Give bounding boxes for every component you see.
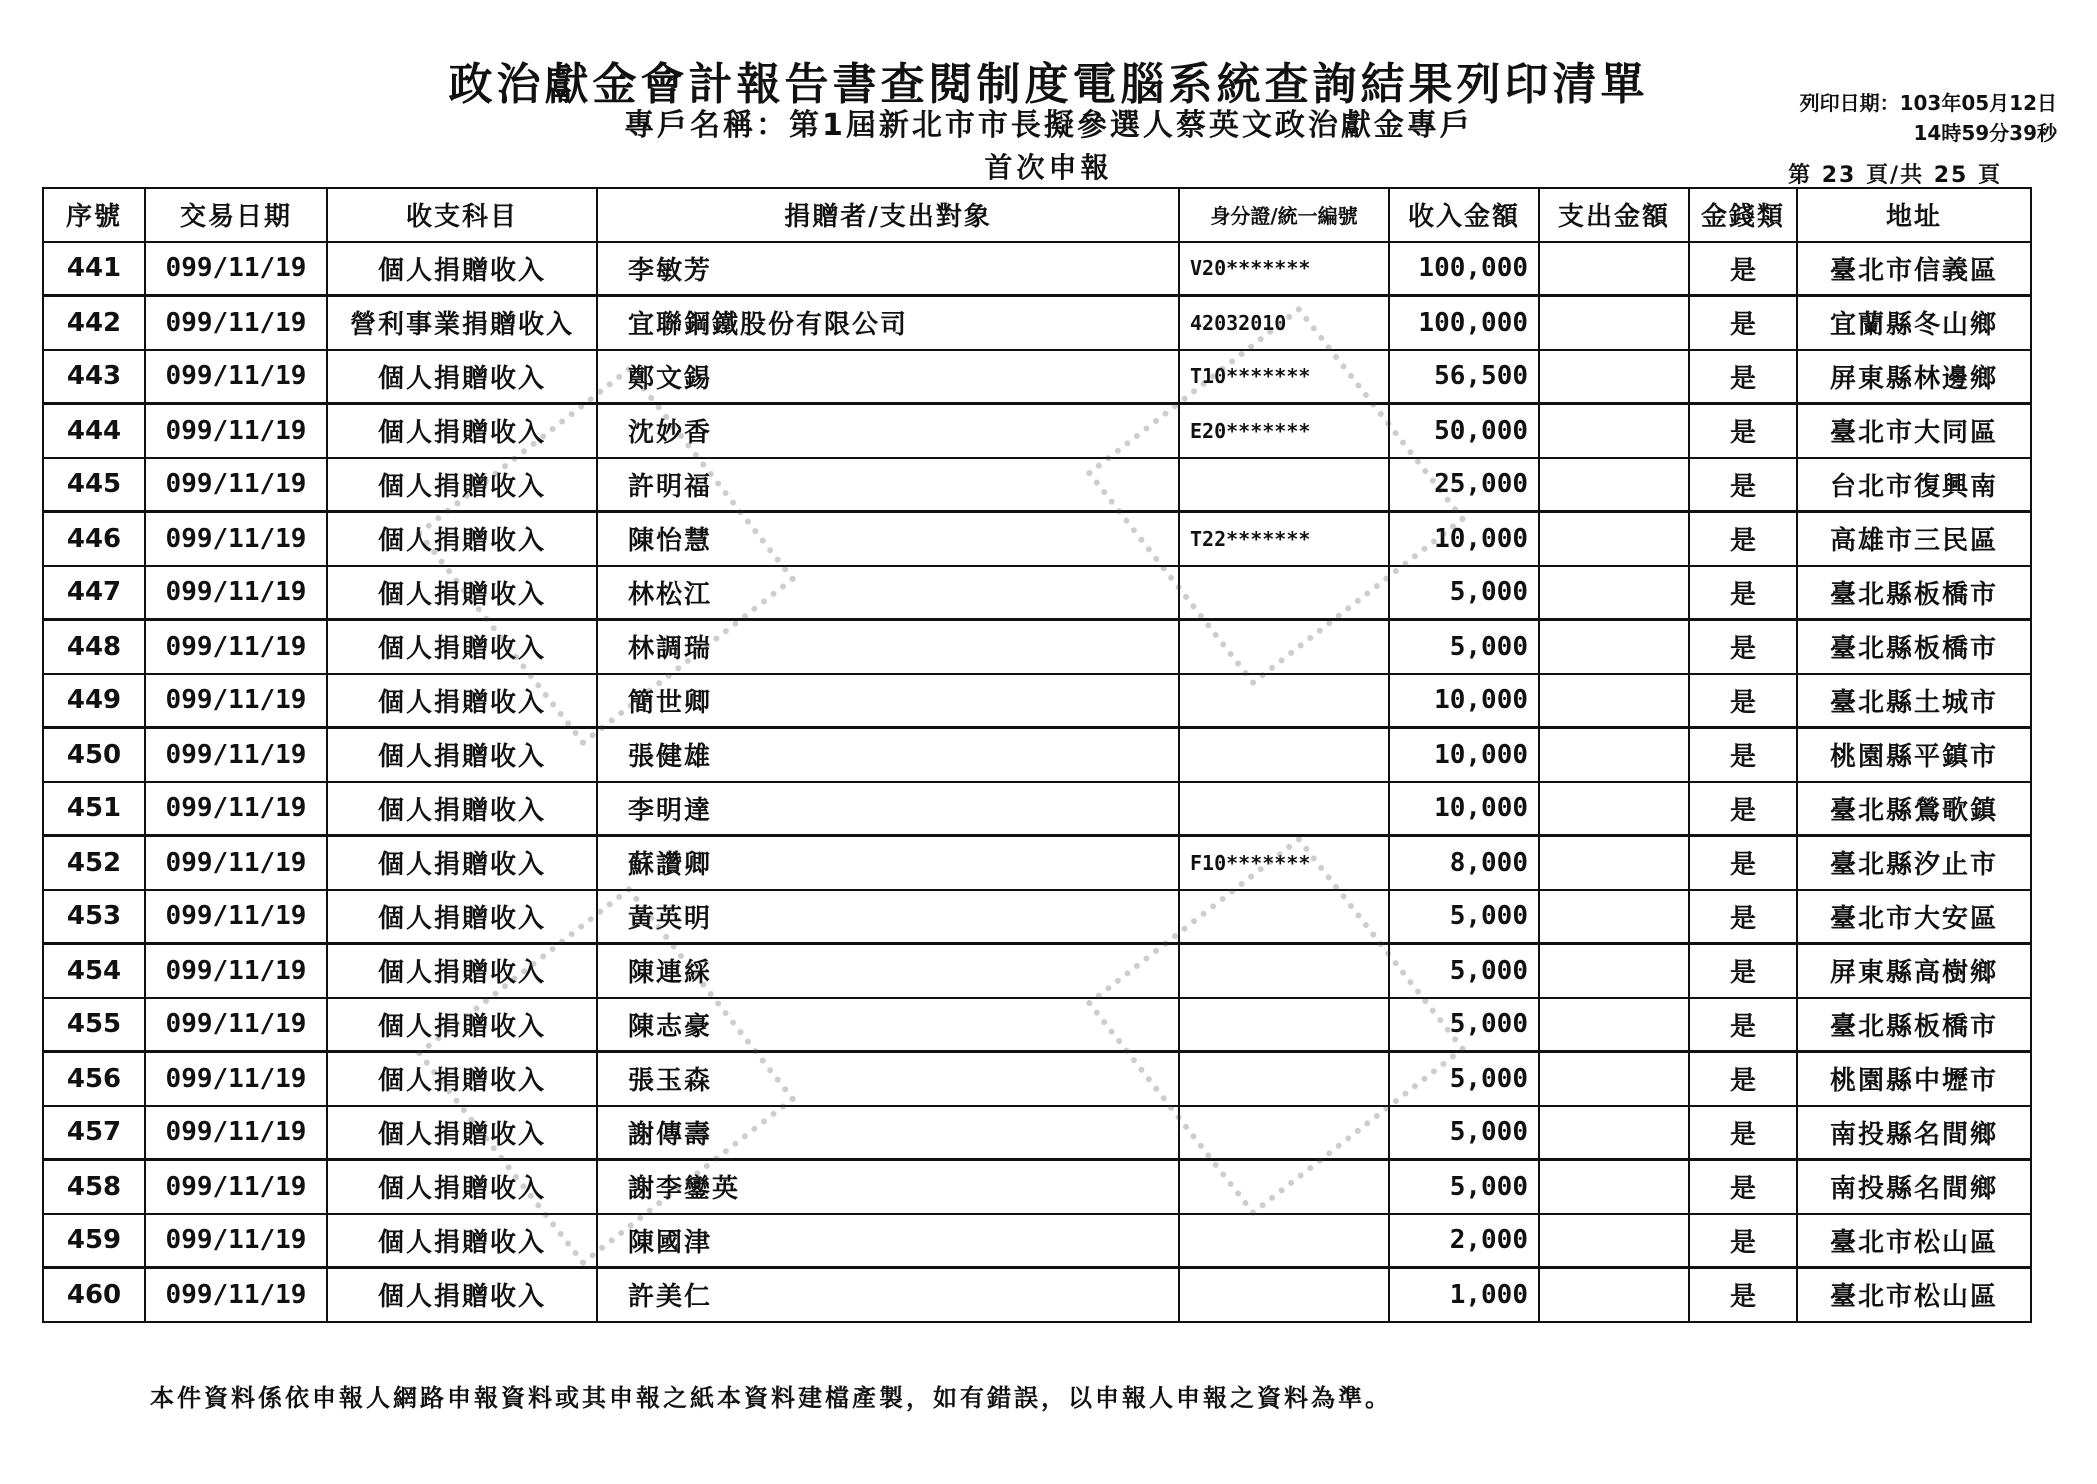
cell-income: 5,000 <box>1389 944 1539 998</box>
column-header-expense: 支出金額 <box>1539 188 1689 242</box>
cell-cash: 是 <box>1689 512 1797 566</box>
cell-address: 桃園縣中壢市 <box>1797 1052 2031 1106</box>
cell-date: 099/11/19 <box>145 782 327 836</box>
cell-expense <box>1539 566 1689 620</box>
cell-expense <box>1539 296 1689 350</box>
cell-donor: 簡世卿 <box>597 674 1179 728</box>
cell-income: 5,000 <box>1389 1160 1539 1214</box>
table-header-row <box>43 188 2031 242</box>
cell-date: 099/11/19 <box>145 944 327 998</box>
cell-category: 營利事業捐贈收入 <box>327 296 597 350</box>
cell-cash: 是 <box>1689 1106 1797 1160</box>
cell-seq: 451 <box>43 782 145 836</box>
cell-expense <box>1539 836 1689 890</box>
cell-donor: 陳連綵 <box>597 944 1179 998</box>
cell-donor: 謝傳壽 <box>597 1106 1179 1160</box>
cell-address: 臺北市大安區 <box>1797 890 2031 944</box>
cell-donor: 蘇讚卿 <box>597 836 1179 890</box>
cell-address: 臺北縣板橋市 <box>1797 566 2031 620</box>
cell-address: 臺北市信義區 <box>1797 242 2031 296</box>
cell-date: 099/11/19 <box>145 674 327 728</box>
document-title: 政治獻金會計報告書查閱制度電腦系統查詢結果列印清單 <box>448 59 1649 110</box>
cell-address: 屏東縣林邊鄉 <box>1797 350 2031 404</box>
print-time: 14時59分39秒 <box>1913 121 2057 145</box>
cell-category: 個人捐贈收入 <box>327 404 597 458</box>
cell-date: 099/11/19 <box>145 1214 327 1268</box>
cell-expense <box>1539 404 1689 458</box>
cell-address: 桃園縣平鎮市 <box>1797 728 2031 782</box>
cell-id <box>1179 674 1389 728</box>
column-header-address: 地址 <box>1797 188 2031 242</box>
table-row <box>43 242 2031 296</box>
cell-seq: 448 <box>43 620 145 674</box>
cell-id <box>1179 1052 1389 1106</box>
table-row <box>43 728 2031 782</box>
cell-cash: 是 <box>1689 782 1797 836</box>
table-row <box>43 296 2031 350</box>
cell-cash: 是 <box>1689 458 1797 512</box>
cell-income: 5,000 <box>1389 998 1539 1052</box>
cell-address: 臺北市松山區 <box>1797 1268 2031 1322</box>
cell-seq: 455 <box>43 998 145 1052</box>
cell-date: 099/11/19 <box>145 620 327 674</box>
cell-donor: 張健雄 <box>597 728 1179 782</box>
cell-category: 個人捐贈收入 <box>327 242 597 296</box>
cell-cash: 是 <box>1689 620 1797 674</box>
cell-date: 099/11/19 <box>145 296 327 350</box>
column-header-seq: 序號 <box>43 188 145 242</box>
cell-income: 5,000 <box>1389 620 1539 674</box>
cell-income: 10,000 <box>1389 782 1539 836</box>
cell-expense <box>1539 1268 1689 1322</box>
cell-date: 099/11/19 <box>145 512 327 566</box>
column-header-date: 交易日期 <box>145 188 327 242</box>
footnote: 本件資料係依申報人網路申報資料或其申報之紙本資料建檔產製，如有錯誤，以申報人申報之資料為準。 <box>150 1384 1392 1412</box>
cell-id <box>1179 890 1389 944</box>
cell-date: 099/11/19 <box>145 458 327 512</box>
cell-date: 099/11/19 <box>145 890 327 944</box>
cell-seq: 449 <box>43 674 145 728</box>
column-header-cash: 金錢類 <box>1689 188 1797 242</box>
cell-category: 個人捐贈收入 <box>327 944 597 998</box>
cell-address: 臺北縣板橋市 <box>1797 620 2031 674</box>
cell-date: 099/11/19 <box>145 350 327 404</box>
cell-address: 屏東縣高樹鄉 <box>1797 944 2031 998</box>
cell-donor: 陳國津 <box>597 1214 1179 1268</box>
cell-expense <box>1539 350 1689 404</box>
cell-cash: 是 <box>1689 1268 1797 1322</box>
cell-donor: 林松江 <box>597 566 1179 620</box>
cell-id <box>1179 1106 1389 1160</box>
table-row <box>43 1268 2031 1322</box>
cell-expense <box>1539 728 1689 782</box>
cell-seq: 459 <box>43 1214 145 1268</box>
table-row <box>43 1160 2031 1214</box>
cell-id: T10******* <box>1179 350 1389 404</box>
cell-address: 南投縣名間鄉 <box>1797 1160 2031 1214</box>
cell-seq: 460 <box>43 1268 145 1322</box>
cell-date: 099/11/19 <box>145 836 327 890</box>
cell-id: V20******* <box>1179 242 1389 296</box>
cell-category: 個人捐贈收入 <box>327 1268 597 1322</box>
cell-date: 099/11/19 <box>145 242 327 296</box>
cell-expense <box>1539 242 1689 296</box>
cell-donor: 謝李鑾英 <box>597 1160 1179 1214</box>
cell-seq: 446 <box>43 512 145 566</box>
cell-address: 臺北縣汐止市 <box>1797 836 2031 890</box>
table-row <box>43 782 2031 836</box>
cell-id <box>1179 620 1389 674</box>
cell-address: 宜蘭縣冬山鄉 <box>1797 296 2031 350</box>
cell-address: 南投縣名間鄉 <box>1797 1106 2031 1160</box>
cell-expense <box>1539 998 1689 1052</box>
table-row <box>43 674 2031 728</box>
cell-cash: 是 <box>1689 566 1797 620</box>
cell-date: 099/11/19 <box>145 1052 327 1106</box>
cell-cash: 是 <box>1689 836 1797 890</box>
cell-address: 高雄市三民區 <box>1797 512 2031 566</box>
cell-income: 5,000 <box>1389 1052 1539 1106</box>
cell-category: 個人捐贈收入 <box>327 620 597 674</box>
cell-id <box>1179 1268 1389 1322</box>
cell-category: 個人捐贈收入 <box>327 998 597 1052</box>
table-row <box>43 458 2031 512</box>
cell-address: 臺北市松山區 <box>1797 1214 2031 1268</box>
cell-seq: 443 <box>43 350 145 404</box>
cell-category: 個人捐贈收入 <box>327 890 597 944</box>
cell-date: 099/11/19 <box>145 1160 327 1214</box>
table-row <box>43 1106 2031 1160</box>
report-type: 首次申報 <box>984 151 1113 184</box>
print-date: 列印日期：103年05月12日 <box>1799 91 2057 115</box>
cell-cash: 是 <box>1689 350 1797 404</box>
table-row <box>43 566 2031 620</box>
cell-income: 56,500 <box>1389 350 1539 404</box>
cell-category: 個人捐贈收入 <box>327 1214 597 1268</box>
cell-expense <box>1539 1106 1689 1160</box>
cell-donor: 宜聯鋼鐵股份有限公司 <box>597 296 1179 350</box>
cell-income: 5,000 <box>1389 890 1539 944</box>
cell-id: 42032010 <box>1179 296 1389 350</box>
cell-income: 50,000 <box>1389 404 1539 458</box>
cell-date: 099/11/19 <box>145 728 327 782</box>
cell-income: 10,000 <box>1389 674 1539 728</box>
cell-donor: 陳怡慧 <box>597 512 1179 566</box>
cell-income: 10,000 <box>1389 512 1539 566</box>
cell-expense <box>1539 1052 1689 1106</box>
cell-category: 個人捐贈收入 <box>327 1052 597 1106</box>
column-header-id: 身分證/統一編號 <box>1179 188 1389 242</box>
cell-id <box>1179 1160 1389 1214</box>
cell-cash: 是 <box>1689 998 1797 1052</box>
cell-category: 個人捐贈收入 <box>327 836 597 890</box>
table-row <box>43 890 2031 944</box>
cell-income: 25,000 <box>1389 458 1539 512</box>
page-number: 第 23 頁/共 25 頁 <box>1788 163 2002 188</box>
cell-address: 臺北縣土城市 <box>1797 674 2031 728</box>
cell-expense <box>1539 944 1689 998</box>
cell-seq: 445 <box>43 458 145 512</box>
cell-seq: 457 <box>43 1106 145 1160</box>
table-body <box>43 242 2031 1322</box>
cell-seq: 441 <box>43 242 145 296</box>
table-row <box>43 350 2031 404</box>
cell-expense <box>1539 890 1689 944</box>
cell-expense <box>1539 1214 1689 1268</box>
cell-donor: 李明達 <box>597 782 1179 836</box>
cell-seq: 447 <box>43 566 145 620</box>
cell-donor: 鄭文錫 <box>597 350 1179 404</box>
cell-id: E20******* <box>1179 404 1389 458</box>
cell-donor: 沈妙香 <box>597 404 1179 458</box>
table-row <box>43 836 2031 890</box>
cell-address: 臺北縣鶯歌鎮 <box>1797 782 2031 836</box>
cell-id <box>1179 728 1389 782</box>
cell-donor: 許美仁 <box>597 1268 1179 1322</box>
cell-cash: 是 <box>1689 674 1797 728</box>
cell-category: 個人捐贈收入 <box>327 728 597 782</box>
cell-category: 個人捐贈收入 <box>327 782 597 836</box>
cell-date: 099/11/19 <box>145 1268 327 1322</box>
cell-seq: 456 <box>43 1052 145 1106</box>
cell-id: F10******* <box>1179 836 1389 890</box>
column-header-income: 收入金額 <box>1389 188 1539 242</box>
cell-donor: 許明福 <box>597 458 1179 512</box>
cell-address: 臺北市大同區 <box>1797 404 2031 458</box>
transactions-table <box>42 187 2032 1323</box>
cell-category: 個人捐贈收入 <box>327 350 597 404</box>
cell-category: 個人捐贈收入 <box>327 512 597 566</box>
cell-expense <box>1539 1160 1689 1214</box>
cell-seq: 444 <box>43 404 145 458</box>
cell-income: 5,000 <box>1389 1106 1539 1160</box>
cell-donor: 林調瑞 <box>597 620 1179 674</box>
cell-id <box>1179 566 1389 620</box>
cell-income: 100,000 <box>1389 242 1539 296</box>
cell-expense <box>1539 512 1689 566</box>
print-meta <box>1800 88 2057 148</box>
cell-cash: 是 <box>1689 728 1797 782</box>
cell-cash: 是 <box>1689 404 1797 458</box>
cell-address: 臺北縣板橋市 <box>1797 998 2031 1052</box>
cell-category: 個人捐贈收入 <box>327 566 597 620</box>
cell-donor: 黃英明 <box>597 890 1179 944</box>
table-row <box>43 1214 2031 1268</box>
cell-donor: 張玉森 <box>597 1052 1179 1106</box>
cell-donor: 陳志豪 <box>597 998 1179 1052</box>
cell-income: 8,000 <box>1389 836 1539 890</box>
cell-address: 台北市復興南 <box>1797 458 2031 512</box>
cell-seq: 453 <box>43 890 145 944</box>
cell-cash: 是 <box>1689 1160 1797 1214</box>
cell-category: 個人捐贈收入 <box>327 1160 597 1214</box>
column-header-category: 收支科目 <box>327 188 597 242</box>
cell-date: 099/11/19 <box>145 566 327 620</box>
cell-income: 10,000 <box>1389 728 1539 782</box>
table-row <box>43 620 2031 674</box>
cell-id <box>1179 998 1389 1052</box>
cell-cash: 是 <box>1689 1052 1797 1106</box>
cell-cash: 是 <box>1689 296 1797 350</box>
cell-seq: 458 <box>43 1160 145 1214</box>
cell-income: 2,000 <box>1389 1214 1539 1268</box>
column-header-donor: 捐贈者/支出對象 <box>597 188 1179 242</box>
cell-id: T22******* <box>1179 512 1389 566</box>
cell-date: 099/11/19 <box>145 1106 327 1160</box>
cell-id <box>1179 458 1389 512</box>
cell-id <box>1179 1214 1389 1268</box>
cell-income: 100,000 <box>1389 296 1539 350</box>
cell-seq: 454 <box>43 944 145 998</box>
cell-cash: 是 <box>1689 944 1797 998</box>
cell-category: 個人捐贈收入 <box>327 674 597 728</box>
cell-expense <box>1539 458 1689 512</box>
account-name: 專戶名稱：第1屆新北市市長擬參選人蔡英文政治獻金專戶 <box>624 108 1473 143</box>
cell-cash: 是 <box>1689 890 1797 944</box>
cell-donor: 李敏芳 <box>597 242 1179 296</box>
cell-id <box>1179 944 1389 998</box>
cell-income: 1,000 <box>1389 1268 1539 1322</box>
cell-expense <box>1539 674 1689 728</box>
table-row <box>43 998 2031 1052</box>
cell-seq: 450 <box>43 728 145 782</box>
table-row <box>43 944 2031 998</box>
cell-expense <box>1539 782 1689 836</box>
cell-seq: 442 <box>43 296 145 350</box>
table-row <box>43 1052 2031 1106</box>
cell-income: 5,000 <box>1389 566 1539 620</box>
table-row <box>43 404 2031 458</box>
cell-cash: 是 <box>1689 242 1797 296</box>
table-row <box>43 512 2031 566</box>
cell-category: 個人捐贈收入 <box>327 1106 597 1160</box>
cell-category: 個人捐贈收入 <box>327 458 597 512</box>
cell-date: 099/11/19 <box>145 404 327 458</box>
cell-date: 099/11/19 <box>145 998 327 1052</box>
cell-id <box>1179 782 1389 836</box>
cell-cash: 是 <box>1689 1214 1797 1268</box>
cell-expense <box>1539 620 1689 674</box>
cell-seq: 452 <box>43 836 145 890</box>
